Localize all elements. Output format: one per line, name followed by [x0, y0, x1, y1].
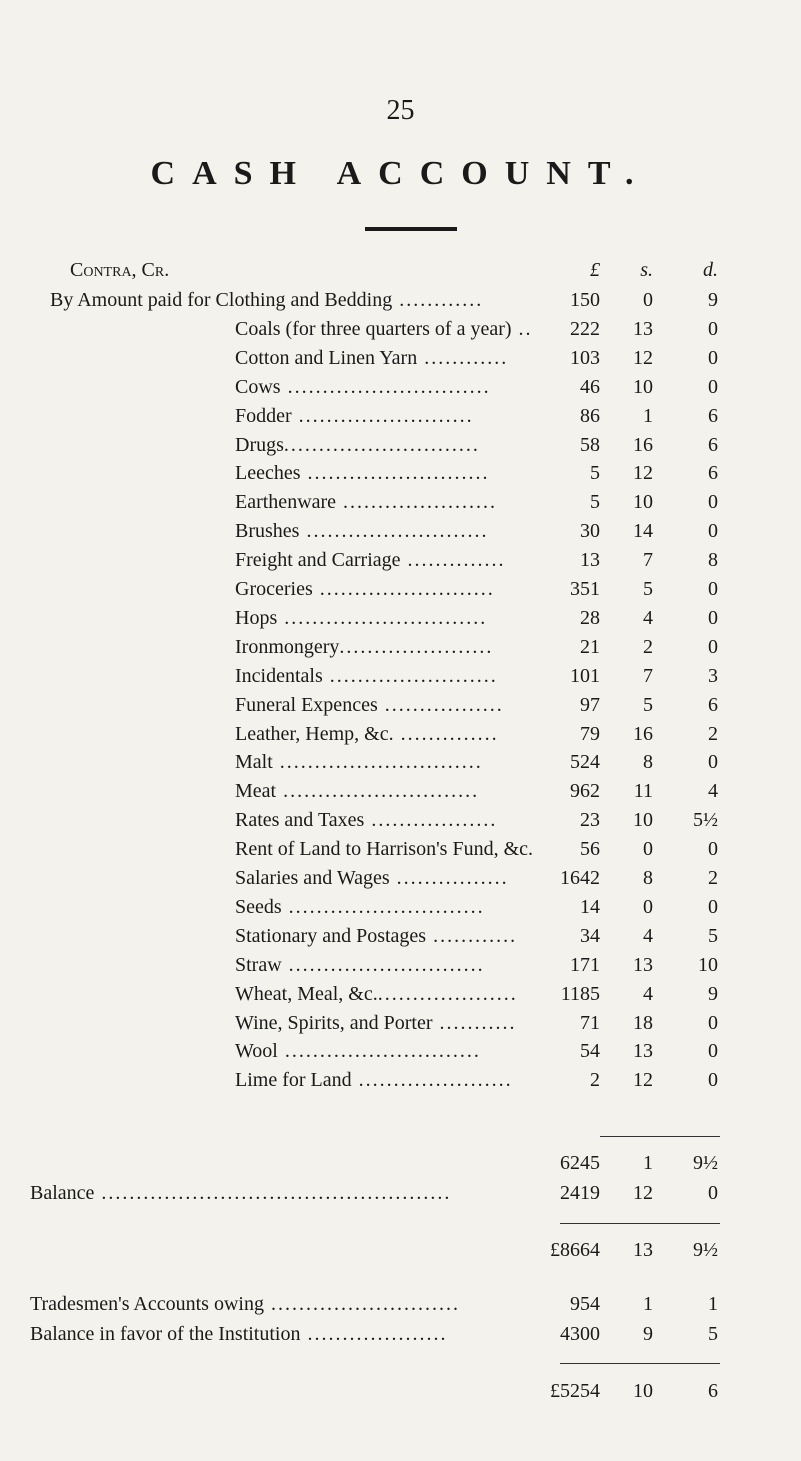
- expense-shillings: 0: [643, 838, 653, 861]
- expense-pence: 0: [708, 751, 718, 774]
- institution-row: [0, 1319, 801, 1349]
- expense-shillings: 7: [643, 664, 653, 687]
- expense-label: Rates and Taxes ..................: [235, 809, 498, 832]
- expense-label: Ironmongery......................: [235, 635, 494, 658]
- pence-header: d.: [703, 259, 718, 281]
- expense-row: [0, 343, 801, 373]
- expense-pounds: 150: [570, 289, 600, 311]
- expense-pence: 2: [708, 867, 718, 889]
- expense-shillings: 5: [643, 578, 653, 600]
- expense-label: Seeds ............................: [235, 895, 485, 918]
- expense-row: [0, 1008, 801, 1038]
- expense-row: [0, 921, 801, 951]
- institution-label: Balance in favor of the Institution ....................: [30, 1323, 448, 1345]
- final-total-shillings: 10: [633, 1380, 653, 1402]
- expense-pence: 6: [708, 404, 718, 427]
- balance-row: [0, 1178, 801, 1208]
- expense-label: Wool ............................: [235, 1040, 481, 1063]
- expense-row: [0, 776, 801, 806]
- expense-shillings: 16: [633, 722, 653, 745]
- expense-shillings: 10: [633, 375, 653, 398]
- expense-pounds: 30: [580, 520, 600, 543]
- expense-pence: 0: [708, 635, 718, 658]
- expense-label: Earthenware ......................: [235, 491, 498, 514]
- expense-label: Hops .............................: [235, 606, 488, 629]
- expense-pence: 0: [708, 578, 718, 600]
- expense-shillings: 2: [643, 635, 653, 658]
- expense-label: Malt .............................: [235, 751, 483, 774]
- expense-pounds: 1642: [560, 867, 600, 889]
- expense-label: Meat ............................: [235, 780, 480, 803]
- expense-label: Coals (for three quarters of a year) ..: [235, 317, 533, 340]
- expense-label: Lime for Land ......................: [235, 1069, 513, 1092]
- subtotal-rule: [600, 1136, 720, 1137]
- title-rule: [365, 227, 457, 231]
- institution-pence: 5: [708, 1323, 718, 1345]
- expense-shillings: 4: [643, 606, 653, 629]
- expense-pence: 6: [708, 433, 718, 456]
- expense-shillings: 5: [643, 693, 653, 716]
- subtotal-row: [0, 1148, 801, 1178]
- expense-label: Leeches ..........................: [235, 462, 490, 485]
- expense-shillings: 16: [633, 433, 653, 456]
- expense-row: [0, 314, 801, 344]
- expense-shillings: 0: [643, 289, 653, 311]
- expense-pounds: 86: [580, 404, 600, 427]
- expense-row: [0, 834, 801, 864]
- expense-shillings: 12: [633, 1069, 653, 1092]
- expense-row: [0, 719, 801, 749]
- expense-pence: 8: [708, 549, 718, 572]
- final-total-pence: 6: [708, 1380, 718, 1402]
- expense-row: [0, 574, 801, 604]
- expense-pounds: 14: [580, 895, 600, 918]
- tradesmen-pounds: 954: [570, 1293, 600, 1315]
- expense-shillings: 10: [633, 491, 653, 514]
- expense-pounds: 28: [580, 606, 600, 629]
- expense-label: Freight and Carriage ..............: [235, 549, 506, 572]
- expense-row: [0, 401, 801, 431]
- expense-pence: 3: [708, 664, 718, 687]
- expense-shillings: 8: [643, 867, 653, 889]
- expense-pounds: 54: [580, 1040, 600, 1063]
- expense-row: [0, 747, 801, 777]
- expense-shillings: 13: [633, 317, 653, 340]
- total-rule: [560, 1223, 720, 1224]
- expense-pounds: 71: [580, 1011, 600, 1034]
- expense-label: Incidentals ........................: [235, 664, 498, 687]
- expense-shillings: 13: [633, 1040, 653, 1063]
- expense-pounds: 5: [590, 491, 600, 514]
- expense-pounds: 351: [570, 578, 600, 600]
- expense-pounds: 5: [590, 462, 600, 485]
- expense-label: Leather, Hemp, &c. ..............: [235, 722, 499, 745]
- expense-shillings: 18: [633, 1011, 653, 1034]
- expense-label: Brushes ..........................: [235, 520, 489, 543]
- balance-shillings: 12: [633, 1182, 653, 1204]
- expense-pounds: 101: [570, 664, 600, 687]
- tradesmen-shillings: 1: [643, 1293, 653, 1315]
- expense-pounds: 97: [580, 693, 600, 716]
- expense-pence: 6: [708, 693, 718, 716]
- expense-row: [0, 892, 801, 922]
- tradesmen-label: Tradesmen's Accounts owing ...........................: [30, 1293, 460, 1315]
- expense-row: [0, 863, 801, 893]
- expense-row: [0, 372, 801, 402]
- balance-pounds: 2419: [560, 1182, 600, 1204]
- page-title: CASH ACCOUNT.: [150, 155, 651, 192]
- subtotal-pounds: 6245: [560, 1152, 600, 1174]
- expense-pence: 5½: [693, 809, 718, 832]
- expense-pounds: 56: [580, 838, 600, 861]
- pounds-header: £: [590, 259, 600, 281]
- expense-row: [0, 430, 801, 460]
- expense-pounds: 21: [580, 635, 600, 658]
- expense-pence: 0: [708, 317, 718, 340]
- expense-pence: 0: [708, 838, 718, 861]
- expense-label: By Amount paid for Clothing and Bedding ............: [50, 289, 484, 311]
- tradesmen-row: [0, 1289, 801, 1319]
- expense-pence: 0: [708, 375, 718, 398]
- expense-pounds: 222: [570, 317, 600, 340]
- expense-pounds: 23: [580, 809, 600, 832]
- expense-shillings: 13: [633, 953, 653, 976]
- expense-label: Stationary and Postages ............: [235, 924, 518, 947]
- expense-shillings: 4: [643, 982, 653, 1005]
- expense-row: [0, 487, 801, 517]
- expense-pounds: 2: [590, 1069, 600, 1092]
- expense-row: [0, 950, 801, 980]
- expense-pounds: 962: [570, 780, 600, 803]
- expense-label: Groceries .........................: [235, 578, 495, 600]
- expense-label: Cows .............................: [235, 375, 491, 398]
- expense-pounds: 79: [580, 722, 600, 745]
- expense-row: [0, 603, 801, 633]
- expense-pence: 0: [708, 491, 718, 514]
- expense-shillings: 7: [643, 549, 653, 572]
- expense-pence: 9: [708, 982, 718, 1005]
- institution-pounds: 4300: [560, 1323, 600, 1345]
- tradesmen-pence: 1: [708, 1293, 718, 1315]
- shillings-header: s.: [640, 259, 653, 281]
- expense-label: Drugs............................: [235, 433, 480, 456]
- contra-label: Contra, Cr.: [70, 259, 170, 281]
- expense-row: [0, 661, 801, 691]
- expense-pounds: 34: [580, 924, 600, 947]
- expense-pence: 10: [698, 953, 718, 976]
- expense-shillings: 0: [643, 895, 653, 918]
- expense-pence: 2: [708, 722, 718, 745]
- expense-row: [0, 516, 801, 546]
- expense-pence: 0: [708, 520, 718, 543]
- expense-pounds: 46: [580, 375, 600, 398]
- balance-pence: 0: [708, 1182, 718, 1204]
- expense-row: [0, 632, 801, 662]
- expense-row: [0, 458, 801, 488]
- expense-shillings: 12: [633, 346, 653, 369]
- expense-label: Salaries and Wages ................: [235, 867, 509, 889]
- expense-pounds: 524: [570, 751, 600, 774]
- expense-pence: 4: [708, 780, 718, 803]
- expense-label: Wine, Spirits, and Porter ...........: [235, 1011, 517, 1034]
- expense-shillings: 12: [633, 462, 653, 485]
- expense-pence: 6: [708, 462, 718, 485]
- expense-label: Funeral Expences .................: [235, 693, 504, 716]
- expense-label: Wheat, Meal, &c.....................: [235, 982, 518, 1005]
- subtotal-shillings: 1: [643, 1152, 653, 1174]
- expense-row: [0, 545, 801, 575]
- total-shillings: 13: [633, 1239, 653, 1261]
- column-header: [0, 259, 801, 287]
- total-pounds: £8664: [550, 1239, 600, 1261]
- expense-pence: 0: [708, 1040, 718, 1063]
- expense-pounds: 171: [570, 953, 600, 976]
- balance-label: Balance ..................................................: [30, 1182, 452, 1204]
- expense-pence: 0: [708, 895, 718, 918]
- expense-pence: 0: [708, 1069, 718, 1092]
- expense-shillings: 8: [643, 751, 653, 774]
- expense-row: [0, 690, 801, 720]
- expense-shillings: 14: [633, 520, 653, 543]
- expense-pounds: 13: [580, 549, 600, 572]
- expense-row: [0, 805, 801, 835]
- expense-pence: 5: [708, 924, 718, 947]
- expense-shillings: 11: [633, 780, 653, 803]
- final-total-row: [0, 1376, 801, 1406]
- institution-shillings: 9: [643, 1323, 653, 1345]
- expense-row: [0, 1036, 801, 1066]
- expense-shillings: 10: [633, 809, 653, 832]
- final-total-pounds: £5254: [550, 1380, 600, 1402]
- expense-row: [0, 285, 801, 315]
- expense-shillings: 4: [643, 924, 653, 947]
- expense-shillings: 1: [643, 404, 653, 427]
- total-row: [0, 1235, 801, 1265]
- expense-pence: 0: [708, 1011, 718, 1034]
- expense-label: Rent of Land to Harrison's Fund, &c.: [235, 838, 534, 861]
- expense-pence: 9: [708, 289, 718, 311]
- expense-pence: 0: [708, 346, 718, 369]
- expense-pounds: 58: [580, 433, 600, 456]
- total-pence: 9½: [693, 1239, 718, 1261]
- final-rule: [560, 1363, 720, 1364]
- subtotal-pence: 9½: [693, 1152, 718, 1174]
- expense-label: Cotton and Linen Yarn ............: [235, 346, 509, 369]
- expense-row: [0, 1065, 801, 1095]
- page-number: 25: [386, 95, 415, 126]
- expense-label: Straw ............................: [235, 953, 485, 976]
- expense-pence: 0: [708, 606, 718, 629]
- expense-row: [0, 979, 801, 1009]
- expense-pounds: 1185: [560, 982, 600, 1005]
- expense-label: Fodder .........................: [235, 404, 474, 427]
- expense-pounds: 103: [570, 346, 600, 369]
